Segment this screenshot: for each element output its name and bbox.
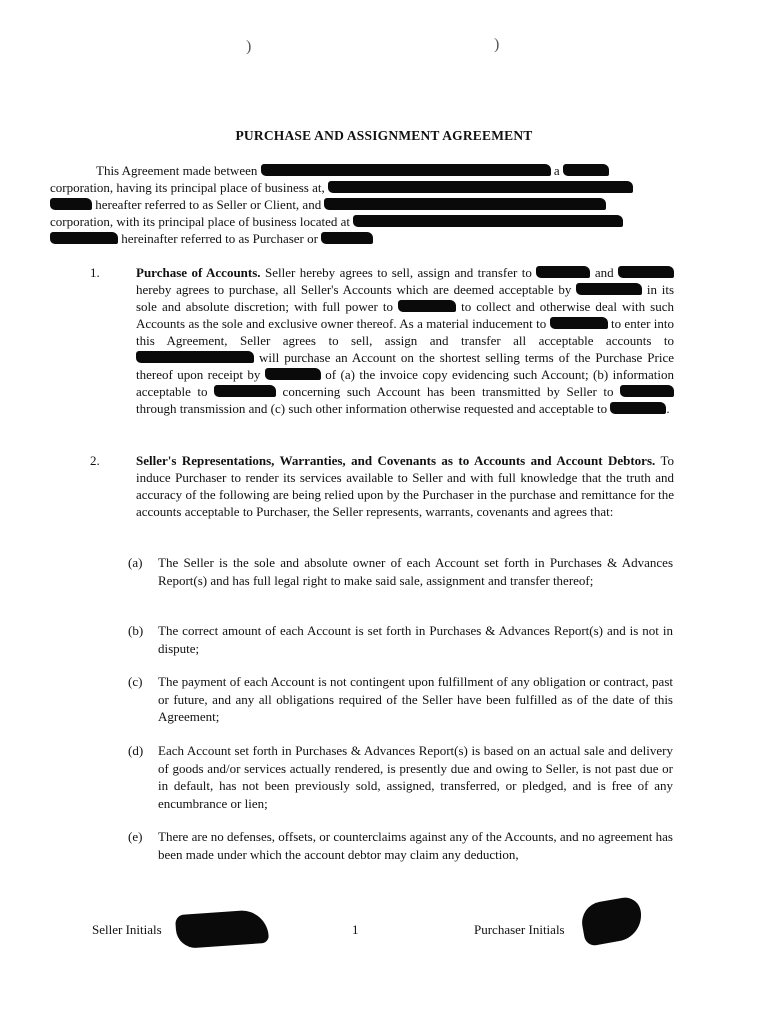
intro-text: This Agreement made between: [96, 163, 258, 178]
seller-signature-redaction: [175, 909, 269, 949]
redaction-block: [610, 402, 666, 414]
redaction-block: [214, 385, 276, 397]
redaction-block: [50, 232, 118, 244]
list-item: [128, 622, 673, 657]
item-label: (b): [128, 623, 144, 638]
section-text: To induce Purchaser to render its services available to Seller and with full knowledge that the truth and accuracy of the following are being relied upon by the Purchaser in the purchase and remittance for the accounts acceptable to Purchaser, the Seller represents, warrants, covenants and agrees that:: [136, 453, 675, 519]
redaction-block: [576, 283, 642, 295]
intro-text: hereinafter referred to as Purchaser or: [121, 231, 318, 246]
redaction-block: [563, 164, 609, 176]
intro-text: corporation, having its principal place of business at,: [50, 180, 325, 195]
redaction-block: [398, 300, 456, 312]
redaction-block: [328, 181, 633, 193]
intro-text: corporation, with its principal place of business located at: [50, 214, 350, 229]
item-label: (c): [128, 674, 143, 689]
item-text: The correct amount of each Account is set forth in Purchases & Advances Report(s) and is not in dispute;: [158, 623, 673, 656]
section-text: concerning such Account has been transmitted by Seller to: [282, 384, 614, 399]
intro-line-2: [50, 179, 672, 196]
redaction-block: [353, 215, 623, 227]
section-heading: Seller's Representations, Warranties, and Covenants as to Accounts and Account Debtors.: [136, 453, 656, 468]
section-text: of (a) the invoice copy evidencing such Account; (b) information acceptable to: [136, 367, 674, 399]
corner-mark-left: ): [246, 38, 252, 55]
section-text: .: [666, 401, 670, 416]
intro-text: hereafter referred to as Seller or Client, and: [95, 197, 322, 212]
item-text: There are no defenses, offsets, or counterclaims against any of the Accounts, and no agreement has been made under which the account debtor may claim any deduction,: [158, 829, 673, 862]
section-body: [136, 264, 674, 417]
intro-line-5: [50, 230, 672, 247]
section-2: [90, 452, 674, 520]
item-label: (d): [128, 743, 144, 758]
list-item: [128, 554, 673, 589]
redaction-block: [324, 198, 606, 210]
section-number: 2.: [90, 453, 100, 468]
seller-initials-label: Seller Initials: [92, 922, 162, 937]
intro-line-1: [50, 162, 672, 179]
purchaser-initials-label: Purchaser Initials: [474, 922, 565, 937]
redaction-block: [536, 266, 590, 278]
redaction-block: [550, 317, 608, 329]
page-title: PURCHASE AND ASSIGNMENT AGREEMENT: [235, 128, 533, 143]
redaction-block: [265, 368, 321, 380]
list-item: [128, 742, 673, 812]
redaction-block: [261, 164, 551, 176]
intro-paragraph: [50, 162, 672, 247]
section-body: [136, 452, 674, 520]
section-text: through transmission and (c) such other information otherwise requested and acceptable to: [136, 401, 608, 416]
redaction-block: [50, 198, 92, 210]
intro-line-4: [50, 213, 672, 230]
intro-line-3: [50, 196, 672, 213]
item-label: (e): [128, 829, 143, 844]
list-item: [128, 673, 673, 726]
item-label: (a): [128, 555, 143, 570]
item-text: Each Account set forth in Purchases & Advances Report(s) is based on an actual sale and delivery of goods and/or services actually rendered, is presently due and owing to Seller, is not past due or in default, has not been previously sold, assigned, transferred, or pledged, and is free of any encumbrance or lien;: [158, 743, 673, 811]
intro-text: a: [553, 163, 560, 178]
redaction-block: [136, 351, 254, 363]
section-1: [90, 264, 674, 417]
item-text: The payment of each Account is not contingent upon fulfillment of any obligation or contract, past or future, and any all obligations required of the Seller have been fulfilled as of the date of this Agreement;: [158, 674, 673, 724]
section-text: and: [594, 265, 614, 280]
section-heading: Purchase of Accounts.: [136, 265, 261, 280]
redaction-block: [620, 385, 674, 397]
section-text: in its sole and absolute discretion; with full power to: [136, 282, 675, 314]
redaction-block: [321, 232, 373, 244]
section-text: Seller hereby agrees to sell, assign and transfer to: [265, 265, 532, 280]
section-text: to enter into this Agreement, Seller agrees to sell, assign and transfer all acceptable accounts to: [136, 316, 674, 348]
corner-mark-right: ): [494, 36, 500, 53]
list-item: [128, 828, 673, 863]
item-text: The Seller is the sole and absolute owner of each Account set forth in Purchases & Advances Report(s) and has full legal right to make said sale, assignment and transfer thereof;: [158, 555, 673, 588]
purchaser-signature-redaction: [579, 895, 645, 947]
page-number: 1: [352, 922, 359, 937]
section-number: 1.: [90, 265, 100, 280]
redaction-block: [618, 266, 674, 278]
section-text: to collect and otherwise deal with such Accounts as the sole and exclusive owner thereof. As a material inducement to: [136, 299, 674, 331]
section-text: will purchase an Account on the shortest selling terms of the Purchase Price thereof upon receipt by: [136, 350, 675, 382]
section-text: hereby agrees to purchase, all Seller's Accounts which are deemed acceptable by: [136, 282, 572, 297]
